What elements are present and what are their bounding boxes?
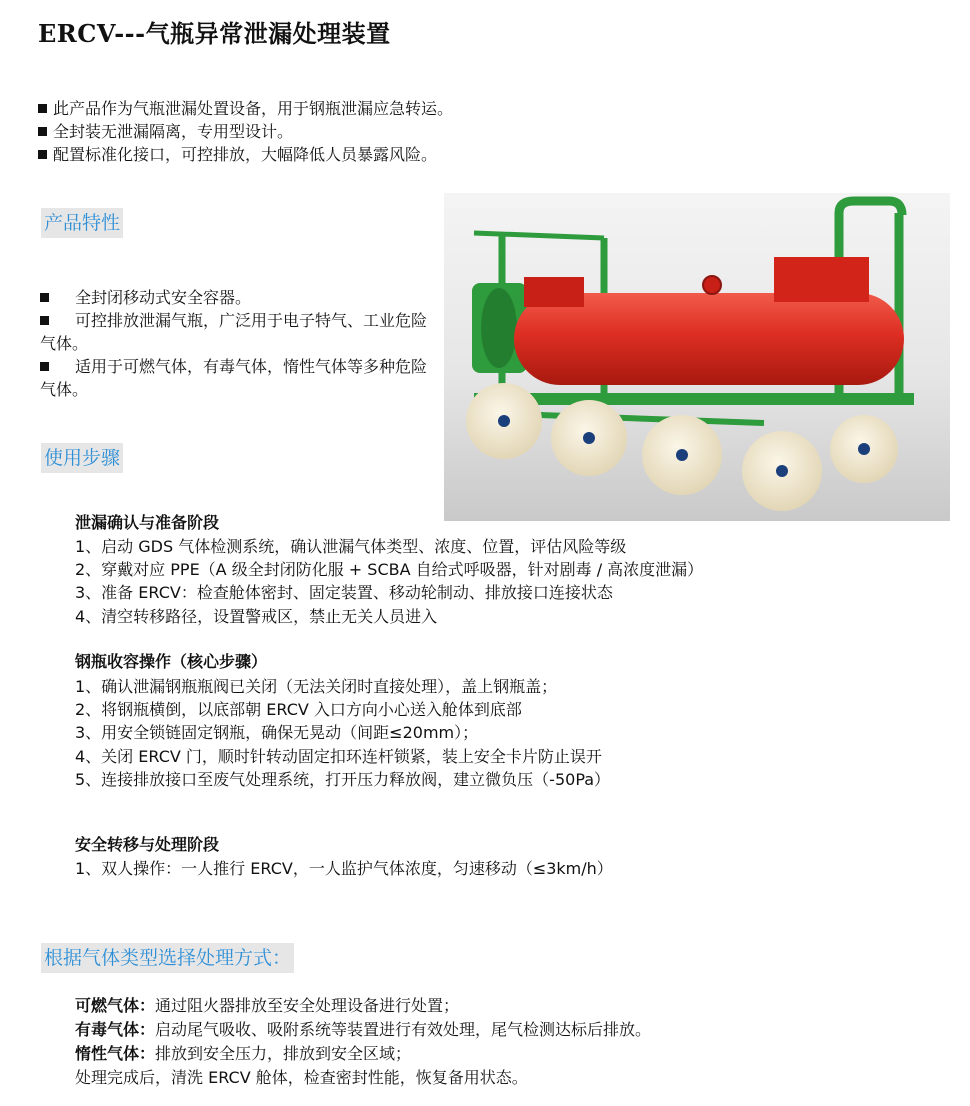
- bullet-square-icon: [38, 127, 47, 136]
- feature-text: 适用于可燃气体，有毒气体，惰性气体等多种危险气体。: [40, 357, 428, 399]
- stage3-title: 安全转移与处理阶段: [75, 835, 220, 854]
- intro-item: [38, 143, 437, 166]
- bullet-square-icon: [40, 293, 49, 302]
- method-label: 惰性气体：: [75, 1044, 156, 1063]
- step-item: 3、用安全锁链固定钢瓶，确保无晃动（间距≤20mm）；: [75, 723, 479, 742]
- intro-text: 配置标准化接口，可控排放，大幅降低人员暴露风险。: [53, 145, 438, 164]
- method-item: [75, 994, 459, 1017]
- bullet-square-icon: [40, 362, 49, 371]
- wheel-icon: [830, 415, 898, 483]
- method-text: 启动尾气吸收、吸附系统等装置进行有效处理，尾气检测达标后排放。: [155, 1020, 652, 1039]
- features-heading: 产品特性: [41, 208, 123, 238]
- stage2-title: 钢瓶收容操作（核心步骤）: [75, 652, 268, 671]
- step-item: 4、关闭 ERCV 门，顺时针转动固定扣环连杆锁紧，装上安全卡片防止误开: [75, 747, 602, 766]
- feature-text: 全封闭移动式安全容器。: [75, 288, 252, 307]
- wheel-icon: [642, 415, 722, 495]
- wheel-icon: [551, 400, 627, 476]
- step-item: 4、清空转移路径，设置警戒区，禁止无关人员进入: [75, 607, 438, 626]
- closing-text: 处理完成后，清洗 ERCV 舱体，检查密封性能，恢复备用状态。: [75, 1068, 528, 1087]
- wheel-icon: [742, 431, 822, 511]
- step-item: 1、启动 GDS 气体检测系统，确认泄漏气体类型、浓度、位置，评估风险等级: [75, 537, 627, 556]
- ercv-product-photo: [444, 193, 950, 521]
- feature-item: [40, 355, 440, 401]
- method-text: 通过阻火器排放至安全处理设备进行处置；: [155, 996, 460, 1015]
- features-list: [40, 286, 440, 401]
- bullet-square-icon: [40, 316, 49, 325]
- feature-text: 可控排放泄漏气瓶，广泛用于电子特气、工业危险气体。: [40, 311, 428, 353]
- method-label: 有毒气体：: [75, 1020, 156, 1039]
- method-label: 可燃气体：: [75, 996, 156, 1015]
- intro-item: [38, 120, 293, 143]
- page-title: ERCV---气瓶异常泄漏处理装置: [38, 19, 391, 48]
- intro-text: 全封装无泄漏隔离，专用型设计。: [53, 122, 294, 141]
- step-item: 1、确认泄漏钢瓶瓶阀已关闭（无法关闭时直接处理），盖上钢瓶盖；: [75, 677, 558, 696]
- method-item: [75, 1018, 651, 1041]
- feature-item: [40, 309, 440, 355]
- method-item: [75, 1042, 411, 1065]
- wheel-icon: [466, 383, 542, 459]
- steps-heading: 使用步骤: [41, 443, 123, 473]
- intro-text: 此产品作为气瓶泄漏处置设备，用于钢瓶泄漏应急转运。: [53, 99, 454, 118]
- step-item: 1、双人操作：一人推行 ERCV，一人监护气体浓度，匀速移动（≤3km/h）: [75, 859, 613, 878]
- method-text: 排放到安全压力，排放到安全区域；: [155, 1044, 412, 1063]
- feature-item: [40, 286, 440, 309]
- bullet-square-icon: [38, 150, 47, 159]
- step-item: 2、将钢瓶横倒，以底部朝 ERCV 入口方向小心送入舱体到底部: [75, 700, 522, 719]
- intro-item: [38, 97, 453, 120]
- step-item: 5、连接排放接口至废气处理系统，打开压力释放阀，建立微负压（-50Pa）: [75, 770, 611, 789]
- stage1-title: 泄漏确认与准备阶段: [75, 513, 220, 532]
- bullet-square-icon: [38, 104, 47, 113]
- methods-heading: 根据气体类型选择处理方式：: [41, 943, 294, 973]
- step-item: 2、穿戴对应 PPE（A 级全封闭防化服 + SCBA 自给式呼吸器，针对剧毒 / 高浓度泄漏）: [75, 560, 704, 579]
- step-item: 3、准备 ERCV：检查舱体密封、固定装置、移动轮制动、排放接口连接状态: [75, 583, 613, 602]
